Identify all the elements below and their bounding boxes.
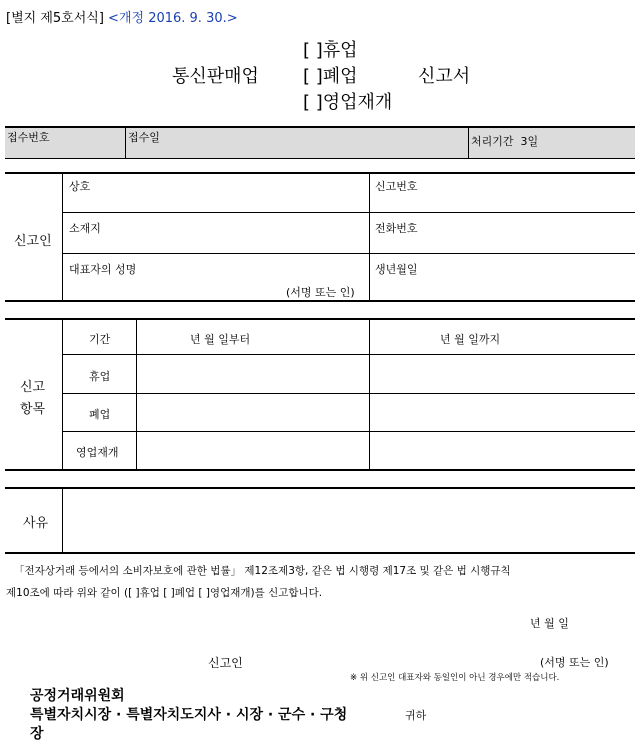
statement-line-2: 제10조에 따라 위와 같이 ([ ]휴업 [ ]폐업 [ ]영업재개)를 신고합니다. — [6, 587, 323, 599]
receipt-number-label: 접수번호 — [7, 131, 50, 144]
revision-date: <개정 2016. 9. 30.> — [108, 11, 238, 26]
receipt-row — [5, 127, 635, 158]
period-label: 기간 — [89, 333, 111, 346]
processing-period-label: 처리기간 3일 — [471, 135, 539, 148]
form-number: [별지 제5호서식] — [6, 11, 104, 26]
address-label: 소재지 — [69, 222, 101, 235]
item-row-close: 폐업 — [89, 408, 111, 421]
statement-line-1: 「전자상거래 등에서의 소비자보호에 관한 법률」 제12조제3항, 같은 법 시행령 제17조 및 같은 법 시행규칙 — [14, 565, 511, 577]
reason-label: 사유 — [23, 516, 49, 531]
signature-label: 신고인 — [208, 656, 243, 670]
birth-date-label: 생년월일 — [375, 263, 418, 276]
addressee-line-3: 장 — [30, 726, 44, 742]
form-header — [6, 7, 238, 26]
phone-label: 전화번호 — [375, 222, 418, 235]
addressee-honorific: 귀하 — [405, 709, 427, 722]
addressee-line-2: 특별자치시장 · 특별자치도지사 · 시장 · 군수 · 구청 — [30, 707, 348, 723]
period-to-text: 년 월 일까지 — [440, 333, 501, 346]
title-option-suspend: [ ]휴업 — [303, 40, 358, 61]
period-from-text: 년 월 일부터 — [190, 333, 251, 346]
processing-period-value: 3일 — [520, 135, 539, 148]
title-option-resume: [ ]영업재개 — [303, 92, 393, 113]
item-row-suspend: 휴업 — [89, 370, 111, 383]
title-main: 통신판매업 — [172, 66, 259, 87]
representative-name-label: 대표자의 성명 — [69, 263, 137, 276]
item-row-resume: 영업재개 — [76, 446, 119, 459]
title-suffix: 신고서 — [418, 66, 471, 87]
signature-sign-label: (서명 또는 인) — [540, 656, 609, 669]
addressee-line-1: 공정거래위원회 — [30, 688, 125, 704]
sign-or-seal-label: (서명 또는 인) — [286, 286, 355, 299]
report-number-label: 신고번호 — [375, 180, 418, 193]
items-section-label-2: 항목 — [20, 402, 46, 417]
company-name-label: 상호 — [69, 180, 91, 193]
submission-date: 년 월 일 — [530, 617, 569, 630]
receipt-date-label: 접수일 — [128, 131, 160, 144]
signature-note: ※ 위 신고인 대표자와 동일인이 아닌 경우에만 적습니다. — [350, 673, 560, 683]
reporter-section-label: 신고인 — [14, 234, 52, 249]
title-option-close: [ ]폐업 — [303, 66, 358, 87]
items-section-label-1: 신고 — [20, 380, 46, 395]
